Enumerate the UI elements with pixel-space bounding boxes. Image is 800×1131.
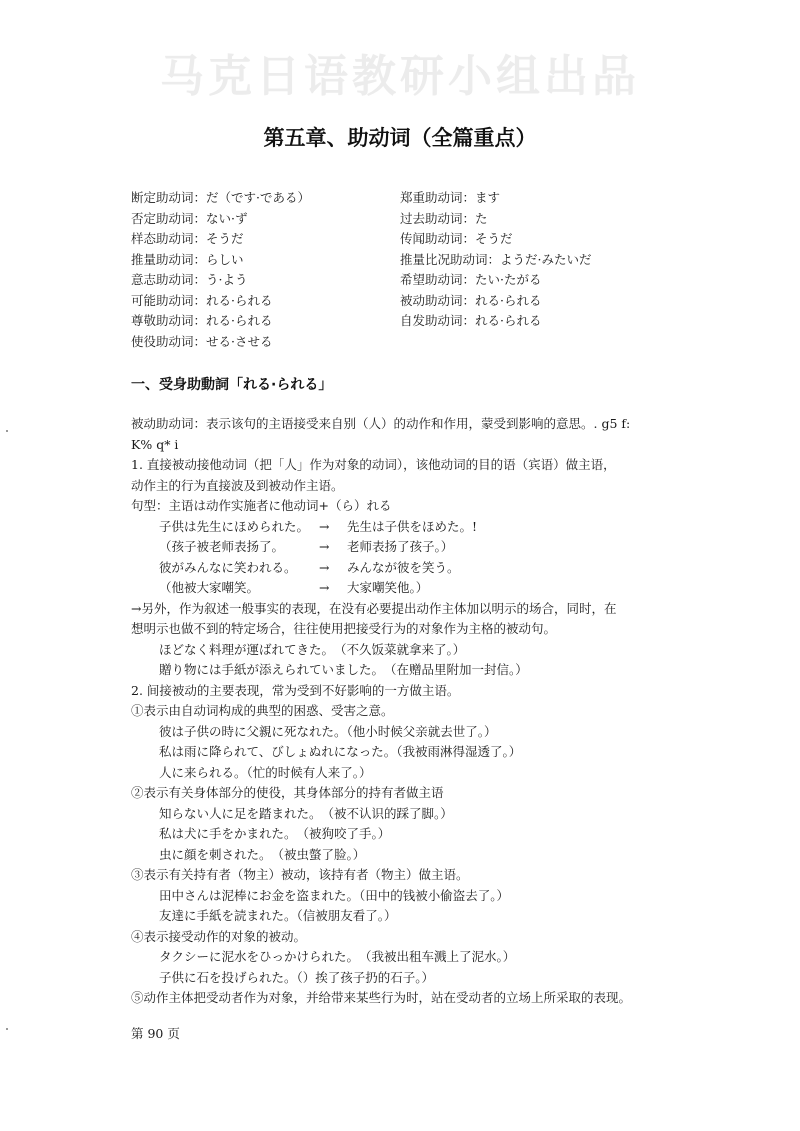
- paragraph-line: →另外，作为叙述一般事实的表现，在没有必要提出动作主体加以明示的场合，同时，在: [131, 600, 617, 616]
- example-sentence: 私は雨に降られて、びしょぬれになった。（我被雨淋得湿透了。）: [159, 744, 522, 759]
- list-item: 传闻助动词：そうだ: [400, 231, 513, 246]
- scan-mark: [6, 1028, 8, 1030]
- example-sentence: 贈り物には手紙が添えられていました。 （在赠品里附加一封信。）: [159, 662, 528, 677]
- list-item: 推量比况助动词：ようだ·みたいだ: [400, 251, 592, 267]
- paragraph-line: 动作主的行为直接波及到被动作主语。: [131, 477, 344, 493]
- list-item: 郑重助动词：ます: [400, 190, 501, 205]
- example-sentence: 友達に手紙を読まれた。（信被朋友看了。）: [159, 908, 397, 923]
- auxiliary-verb-list-right: [400, 188, 591, 332]
- arrow-icon: →: [319, 518, 330, 534]
- example-translation: （孩子被老师表扬了。: [159, 539, 285, 554]
- example-japanese: 子供は先生にほめられた。: [159, 518, 310, 534]
- paragraph-line: 句型：主语は动作实施者に他动词+（ら）れる: [131, 498, 392, 513]
- list-item: 过去助动词：た: [400, 210, 488, 226]
- example-pair: [131, 578, 676, 599]
- example-sentence: ほどなく料理が運ばれてきた。 （不久饭菜就拿来了。）: [159, 641, 466, 657]
- example-japanese: 先生は子供をほめた。!: [347, 518, 478, 534]
- list-item: 希望助动词：たい·たがる: [400, 272, 542, 287]
- example-translation: 大家嘲笑他。）: [347, 580, 429, 595]
- paragraph-line: 想明示也做不到的特定场合，往往使用把接受行为的对象作为主格的被动句。: [131, 621, 557, 636]
- paragraph-line: 1. 直接被动接他动词（把「人」作为对象的动词），该他动词的目的语（宾语）做主语，: [131, 457, 616, 472]
- example-sentence: 田中さんは泥棒にお金を盗まれた。（田中的钱被小偷盗去了。）: [159, 887, 510, 903]
- scan-mark: [6, 430, 8, 432]
- paragraph-line: ④表示接受动作的对象的被动。: [131, 928, 307, 944]
- example-pair: [131, 558, 676, 579]
- paragraph-line: 2. 间接被动的主要表现，常为受到不好影响的一方做主语。: [131, 682, 460, 698]
- example-sentence: 知らない人に足を踏まれた。 （被不认识的踩了脚。）: [159, 805, 453, 821]
- list-item: 否定助动词：ない·ず: [131, 210, 248, 226]
- arrow-icon: →: [319, 539, 330, 554]
- example-sentence: 虫に顔を刺された。 （被虫螫了脸。）: [159, 846, 366, 862]
- section-heading: 一、受身助動詞「れる·られる」: [131, 377, 333, 393]
- paragraph-line: ①表示由自动词构成的典型的困惑、受害之意。: [131, 703, 394, 718]
- example-sentence: 子供に石を投げられた。（）挨了孩子扔的石子。）: [159, 969, 435, 985]
- example-sentence: 彼は子供の時に父親に死なれた。（他小时候父亲就去世了。）: [159, 723, 497, 739]
- arrow-icon: →: [319, 580, 330, 595]
- list-item: 样态助动词：そうだ: [131, 231, 244, 246]
- list-item: 被动助动词：れる·られる: [400, 292, 542, 308]
- body-text: [131, 414, 676, 1009]
- list-item: 断定助动词：だ（です·である）: [131, 190, 310, 205]
- paragraph-line: ③表示有关持有者（物主）被动，该持有者（物主）做主语。: [131, 867, 469, 882]
- example-translation: 老师表扬了孩子。）: [347, 539, 454, 554]
- example-sentence: 私は犬に手をかまれた。 （被狗咬了手。）: [159, 826, 391, 841]
- list-item: 意志助动词：う·よう: [131, 272, 248, 287]
- example-pair: [131, 537, 676, 558]
- paragraph-line: 被动助动词：表示该句的主语接受来自别（人）的动作和作用，蒙受到影响的意思。. g5 f:: [131, 416, 631, 431]
- arrow-icon: →: [319, 559, 330, 575]
- chapter-title: 第五章、助动词（全篇重点）: [263, 126, 537, 150]
- list-item: 推量助动词：らしい: [131, 251, 244, 267]
- example-pair: [131, 517, 676, 538]
- list-item: 自发助动词：れる·られる: [400, 313, 542, 328]
- auxiliary-verb-list-left: [131, 188, 310, 352]
- watermark: 马克日语教研小组出品: [160, 51, 640, 102]
- paragraph-line: ②表示有关身体部分的使役，其身体部分的持有者做主语: [131, 785, 444, 800]
- list-item: 可能助动词：れる·られる: [131, 292, 273, 308]
- example-japanese: 彼がみんなに笑われる。: [159, 559, 297, 575]
- list-item: 使役助动词：せる·させる: [131, 333, 273, 349]
- paragraph-line: ⑤动作主体把受动者作为对象，并给带来某些行为时，站在受动者的立场上所采取的表现。: [131, 990, 632, 1005]
- list-item: 尊敬助动词：れる·られる: [131, 313, 273, 328]
- example-sentence: タクシーに泥水をひっかけられた。 （我被出租车溅上了泥水。）: [159, 949, 516, 964]
- example-sentence: 人に来られる。（忙的时候有人来了。）: [159, 764, 372, 780]
- page-number: 第 90 页: [131, 1026, 180, 1041]
- example-japanese: みんなが彼を笑う。: [347, 559, 460, 575]
- paragraph-line: K% q* i: [131, 436, 179, 452]
- example-translation: （他被大家嘲笑。: [159, 580, 260, 595]
